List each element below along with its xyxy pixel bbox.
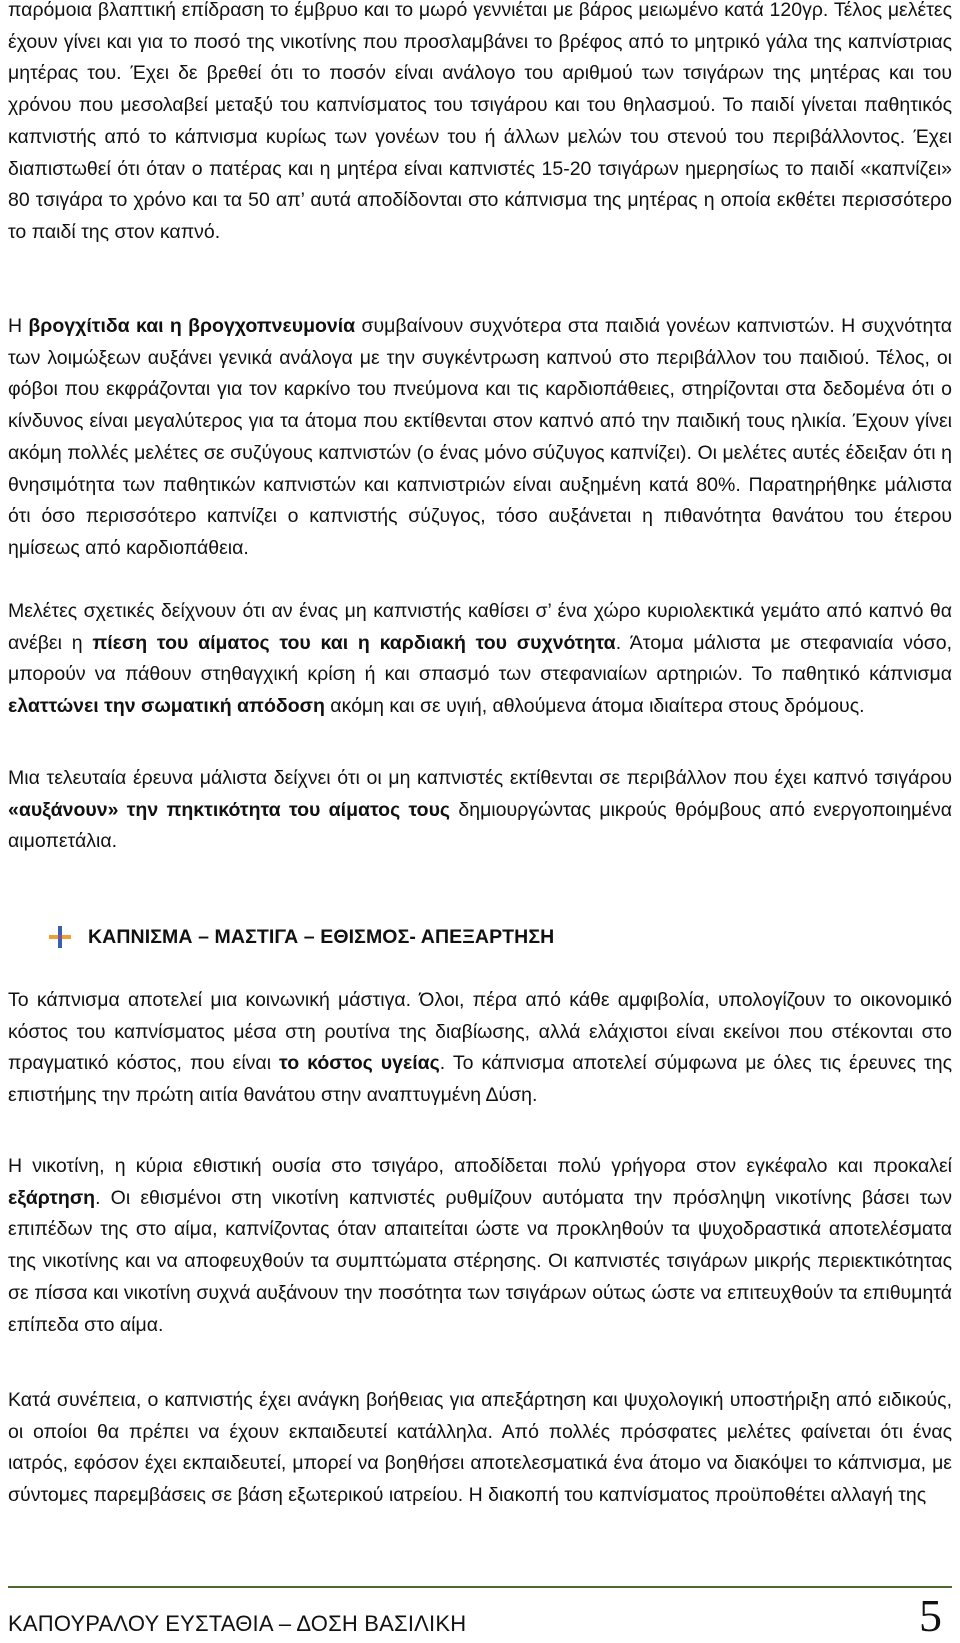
paragraph-7 xyxy=(8,1385,952,1512)
emphasis-text: το κόστος υγείας xyxy=(279,1052,440,1075)
paragraph-6 xyxy=(8,1151,952,1341)
paragraph-2 xyxy=(8,311,952,565)
paragraph-text: Μια τελευταία έρευνα μάλιστα δείχνει ότι οι μη καπνιστές εκτίθενται σε περιβάλλον που έχει καπνό τσιγάρου xyxy=(8,767,952,789)
footer-rule xyxy=(8,1586,952,1588)
paragraph-1 xyxy=(8,0,952,249)
emphasis-text: εξάρτηση xyxy=(8,1186,96,1209)
paragraph-text: Κατά συνέπεια, ο καπνιστής έχει ανάγκη βοήθειας για απεξάρτηση και ψυχολογική υποστήριξη από ειδικούς, οι οποίοι θα πρέπει να έχουν εκπαιδευτεί κατάλληλα. Από πολλές πρόσφατες μελέτες φαίνεται ότι ένας ιατρός, εφόσον έχει εκπαιδευτεί, μπορεί να βοηθήσει αποτελεσματικά ένα άτομο να διακόψει το κάπνισμα, με σύντομες παρεμβάσεις σε βάση εξωτερικού ιατρείου. Η διακοπή του καπνίσματος προϋποθέτει αλλαγή της xyxy=(8,1389,952,1507)
emphasis-text: πίεση του αίματος του και η καρδιακή του συχνότητα xyxy=(92,631,616,654)
paragraph-4 xyxy=(8,763,952,858)
bullet-cross-icon xyxy=(48,925,72,949)
section-heading xyxy=(48,925,554,949)
footer-authors: ΚΑΠΟΥΡΑΛΟΥ ΕΥΣΤΑΘΙΑ – ΔΟΣΗ ΒΑΣΙΛΙΚΗ xyxy=(8,1611,467,1636)
paragraph-3 xyxy=(8,596,952,723)
page-number: 5 xyxy=(919,1590,942,1641)
paragraph-text: δημιουργώντας μικρούς θρόμβους από ενεργοποιημένα αιμοπετάλια. xyxy=(8,798,952,853)
paragraph-text: συμβαίνουν συχνότερα στα παιδιά γονέων καπνιστών. Η συχνότητα των λοιμώξεων αυξάνει γενικά ανάλογα με την συγκέντρωση καπνού στο περιβάλλον του παιδιού. Τέλος, οι φόβοι που εκφράζονται για τον καρκίνο του πνεύμονα και τις καρδιοπάθειες, στηρίζονται στα δεδομένα ότι ο κίνδυνος είναι μεγαλύτερος για τα άτομα που εκτίθενται στον καπνό από την παιδική τους ηλικία. Έχουν γίνει ακόμη πολλές μελέτες σε συζύγους καπνιστών (ο ένας μόνο σύζυγος καπνίζει). Οι μελέτες αυτές έδειξαν ότι η θνησιμότητα των παθητικών καπνιστών και καπνιστριών είναι αυξημένη κατά 80%. Παρατηρήθηκε μάλιστα ότι όσο περισσότερο καπνίζει ο καπνιστής σύζυγος, τόσο αυξάνεται η πιθανότητα θανάτου του έτερου ημίσεως από καρδιοπάθεια. xyxy=(8,315,953,559)
paragraph-text: ακόμη και σε υγιή, αθλούμενα άτομα ιδιαίτερα στους δρόμους. xyxy=(324,695,865,718)
paragraph-text: Το κάπνισμα αποτελεί μια κοινωνική μάστιγα. Όλοι, πέρα από κάθε αμφιβολία, υπολογίζουν το οικονομικό κόστος του καπνίσματος μέσα στη ρουτίνα της διαβίωσης, αλλά ελάχιστοι είναι εκείνοι που στέκονται στο πραγματικό κόστος, που είναι xyxy=(8,989,952,1075)
paragraph-text: . Άτομα μάλιστα με στεφανιαία νόσο, μπορούν να πάθουν στηθαγχική κρίση ή και σπασμό των στεφανιαίων αρτηριών. Το παθητικό κάπνισμα xyxy=(8,631,953,686)
paragraph-text: Η νικοτίνη, η κύρια εθιστική ουσία στο τσιγάρο, αποδίδεται πολύ γρήγορα στον εγκέφαλο και προκαλεί xyxy=(8,1155,952,1177)
emphasis-text: βρογχίτιδα και η βρογχοπνευμονία xyxy=(28,315,356,337)
paragraph-text: Η xyxy=(8,315,29,337)
section-heading-text: ΚΑΠΝΙΣΜΑ – ΜΑΣΤΙΓΑ – ΕΘΙΣΜΟΣ- ΑΠΕΞΑΡΤΗΣΗ xyxy=(88,925,555,948)
emphasis-text: ελαττώνει την σωματική απόδοση xyxy=(8,695,325,718)
emphasis-text: «αυξάνουν» την πηκτικότητα του αίματος τους xyxy=(8,798,451,821)
paragraph-5 xyxy=(8,985,952,1112)
paragraph-text: παρόμοια βλαπτική επίδραση το έμβρυο και το μωρό γεννιέται με βάρος μειωμένο κατά 120γρ. Τέλος μελέτες έχουν γίνει και για το ποσό της νικοτίνης που προσλαμβάνει το βρέφος από το μητρικό γάλα της καπνίστριας μητέρας του. Έχει δε βρεθεί ότι το ποσόν είναι ανάλογο του αριθμού των τσιγάρων της μητέρας και του χρόνου που μεσολαβεί μεταξύ του καπνίσματος του τσιγάρου και του θηλασμού. Το παιδί γίνεται παθητικός καπνιστής από το κάπνισμα κυρίως των γονέων του ή άλλων μελών του στενού του περιβάλλοντος. Έχει διαπιστωθεί ότι όταν ο πατέρας και η μητέρα είναι καπνιστές 15-20 τσιγάρων ημερησίως το παιδί «καπνίζει» 80 τσιγάρα το χρόνο και τα 50 απ’ αυτά αποδίδονται στο κάπνισμα της μητέρας η οποία εκθέτει περισσότερο το παιδί της στον καπνό. xyxy=(8,0,952,243)
paragraph-text: . Οι εθισμένοι στη νικοτίνη καπνιστές ρυθμίζουν αυτόματα την πρόσληψη νικοτίνης βάσει των επιπέδων της στο αίμα, καπνίζοντας όταν απαιτείται ώστε να προκληθούν τα ψυχοδραστικά αποτελέσματα της νικοτίνης και να αποφευχθούν τα συμπτώματα στέρησης. Οι καπνιστές τσιγάρων μικρής περιεκτικότητας σε πίσσα και νικοτίνη συχνά αυξάνουν την ποσότητα των τσιγάρων ούτως ώστε να επιτευχθούν τα επιθυμητά επίπεδα στο αίμα. xyxy=(8,1186,952,1336)
paragraph-text: Μελέτες σχετικές δείχνουν ότι αν ένας μη καπνιστής καθίσει σ’ ένα χώρο κυριολεκτικά γεμάτο από καπνό θα ανέβει η xyxy=(8,600,952,654)
paragraph-text: . Το κάπνισμα αποτελεί σύμφωνα με όλες τις έρευνες της επιστήμης την πρώτη αιτία θανάτου στην αναπτυγμένη Δύση. xyxy=(8,1052,952,1107)
